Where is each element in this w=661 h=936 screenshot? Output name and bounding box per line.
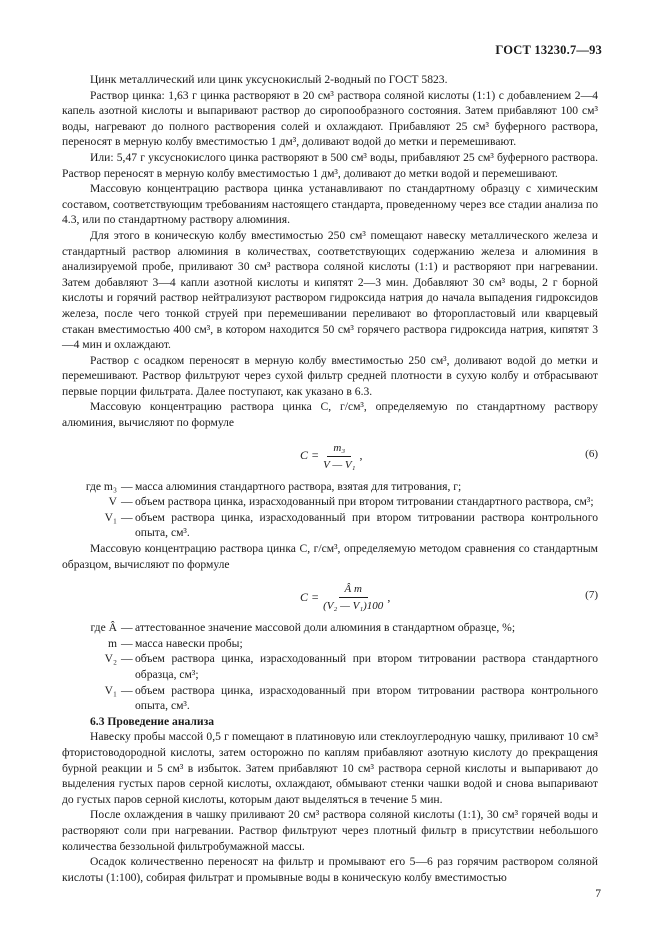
legend-row (62, 494, 598, 510)
section-title: 6.3 Проведение анализа (90, 714, 215, 728)
paragraph: Или: 5,47 г уксуснокислого цинка растворяют в 500 см³ воды, прибавляют 25 см³ буферного раствора. Раствор переносят в мерную колбу вместимостью 1 дм³, доливают до метки водой и перемешивают. (62, 150, 598, 180)
legend-symbol: V₂ (104, 652, 117, 666)
legend-row (62, 620, 598, 636)
formula-7-tail: , (387, 589, 391, 604)
formula-6-denominator: V — V₁ (323, 458, 356, 471)
formula-6 (62, 435, 598, 477)
formula-7-lhs: C = (300, 589, 320, 604)
legend-symbol: где Â (90, 621, 117, 635)
formula-7-number: (7) (585, 589, 598, 602)
legend-description: аттестованное значение массовой доли алюминия в стандартном образце, %; (135, 621, 516, 635)
paragraph: Массовую концентрацию раствора цинка C, г/см³, определяемую по стандартному раствору алюминия, вычисляют по формуле (62, 400, 598, 430)
legend-dash: — (121, 495, 133, 509)
paragraph-group-c (62, 729, 598, 885)
legend-row (62, 479, 598, 495)
legend-description: масса навески пробы; (135, 636, 243, 650)
paragraph: Раствор цинка: 1,63 г цинка растворяют в 20 см³ раствора соляной кислоты (1:1) с добавлением 2—4 капель азотной кислоты и выпаривают раствор до сиропообразного состояния. Затем прибавляют 100 см³ воды, нагревают до полного растворения солей и охлаждают. Прибавляют 25 см³ буферного раствора, переносят в мерную колбу вместимостью 1 дм³, доливают водой до метки и перемешивают. (62, 88, 598, 149)
formula-7-denominator: (V₂ — V₁)100 (323, 600, 384, 613)
formula-6-lhs: C = (300, 448, 320, 463)
legend-symbol: V (108, 495, 117, 509)
legend-row (62, 510, 598, 541)
formula-7-fraction (323, 582, 383, 613)
formula-6-numerator: m₃ (327, 441, 351, 457)
legend-description: объем раствора цинка, израсходованный при втором титровании раствора контрольного опыта, см³. (135, 510, 598, 540)
legend-dash: — (121, 479, 133, 493)
paragraph: Цинк металлический или цинк уксуснокислый 2-водный по ГОСТ 5823. (90, 73, 448, 86)
paragraph: После охлаждения в чашку приливают 20 см³ раствора соляной кислоты (1:1), 30 см³ горячей воды и растворяют соли при нагревании. Раствор фильтруют через плотный фильтр в присутствии небольшого количества беззольной фильтробумажной массы. (62, 808, 598, 853)
body-text (62, 72, 598, 885)
legend-dash: — (121, 683, 133, 697)
paragraph: Раствор с осадком переносят в мерную колбу вместимостью 250 см³, доливают водой до метки и перемешивают. Раствор фильтруют через сухой фильтр средней плотности в сухую колбу и отбрасывают первые порции фильтрата. Далее поступают, как указано в 6.3. (62, 353, 598, 398)
formula-7-numerator: Â m (339, 582, 368, 598)
legend-row (62, 683, 598, 714)
formula-6-legend (62, 479, 598, 541)
paragraph: Осадок количественно переносят на фильтр и промывают его 5—6 раз горячим раствором соляной кислоты (1:100), собирая фильтрат и промывные воды в коническую колбу вместимостью (62, 855, 598, 884)
legend-symbol: где m₃ (85, 479, 117, 493)
legend-dash: — (121, 621, 133, 635)
legend-dash: — (121, 636, 133, 650)
formula-6-fraction (323, 441, 355, 472)
paragraph: Массовую концентрацию раствора цинка устанавливают по стандартному образцу с химическим составом, соответствующим требованиям настоящего стандарта, проведенному через все стадии анализа по 4.3, или по стандартному раствору алюминия. (62, 182, 598, 227)
paragraph-group-a (62, 72, 598, 431)
legend-row (62, 636, 598, 652)
formula-6-number: (6) (585, 447, 598, 460)
paragraph: Навеску пробы массой 0,5 г помещают в платиновую или стеклоуглеродную чашку, приливают 10 см³ фтористоводородной кислоты, затем осторожно по каплям прибавляют азотную кислоту до прекращения бурной реакции и 5 см³ в избыток. Затем прибавляют 10 см³ раствора серной кислоты и выпаривают до выделения густых паров серной кислоты, охлаждают, обмывают стенки чашки водой и снова выпаривают до густых паров серной кислоты, которым дают выделяться в течение 5 мин. (62, 730, 598, 806)
paragraph: Для этого в коническую колбу вместимостью 250 см³ помещают навеску металлического железа и стандартный раствор алюминия в количествах, соответствующих содержанию железа и алюминия в анализируемой пробе, приливают 30 см³ раствора соляной кислоты (1:1) и растворяют при нагревании. Затем добавляют 3—4 капли азотной кислоты и кипятят 2—3 мин. Добавляют 30 см³ воды, 2 г борной кислоты и горячий раствор нейтрализуют раствором гидроксида натрия до начала выпадения гидроксидов железа, после чего тонкой струей при перемешивании переливают во фторопластовый или кварцевый стакан вместимостью 400 см³, в котором находится 50 см³ горячего раствора гидроксида натрия, кипятят 3—4 мин и охлаждают. (62, 228, 598, 352)
legend-dash: — (121, 510, 133, 524)
legend-symbol: m (107, 636, 117, 650)
legend-symbol: V₁ (104, 683, 117, 697)
formula-7 (62, 576, 598, 618)
legend-row (62, 651, 598, 682)
paragraph-b: Массовую концентрацию раствора цинка C, г/см³, определяемую методом сравнения со стандартным образцом, вычисляют по формуле (62, 542, 598, 571)
legend-description: объем раствора цинка, израсходованный при втором титровании раствора контрольного опыта, см³. (135, 683, 598, 713)
legend-description: объем раствора цинка, израсходованный при втором титровании стандартного раствора, см³; (135, 495, 594, 509)
formula-6-tail: , (359, 448, 363, 463)
document-code: ГОСТ 13230.7—93 (495, 43, 602, 57)
page-number: 7 (595, 888, 601, 900)
legend-description: масса алюминия стандартного раствора, взятая для титрования, г; (135, 479, 462, 493)
formula-7-legend (62, 620, 598, 714)
legend-symbol: V₁ (104, 510, 117, 524)
legend-dash: — (121, 652, 133, 666)
legend-description: объем раствора цинка, израсходованный при втором титровании раствора стандартного образца, см³; (135, 652, 598, 681)
